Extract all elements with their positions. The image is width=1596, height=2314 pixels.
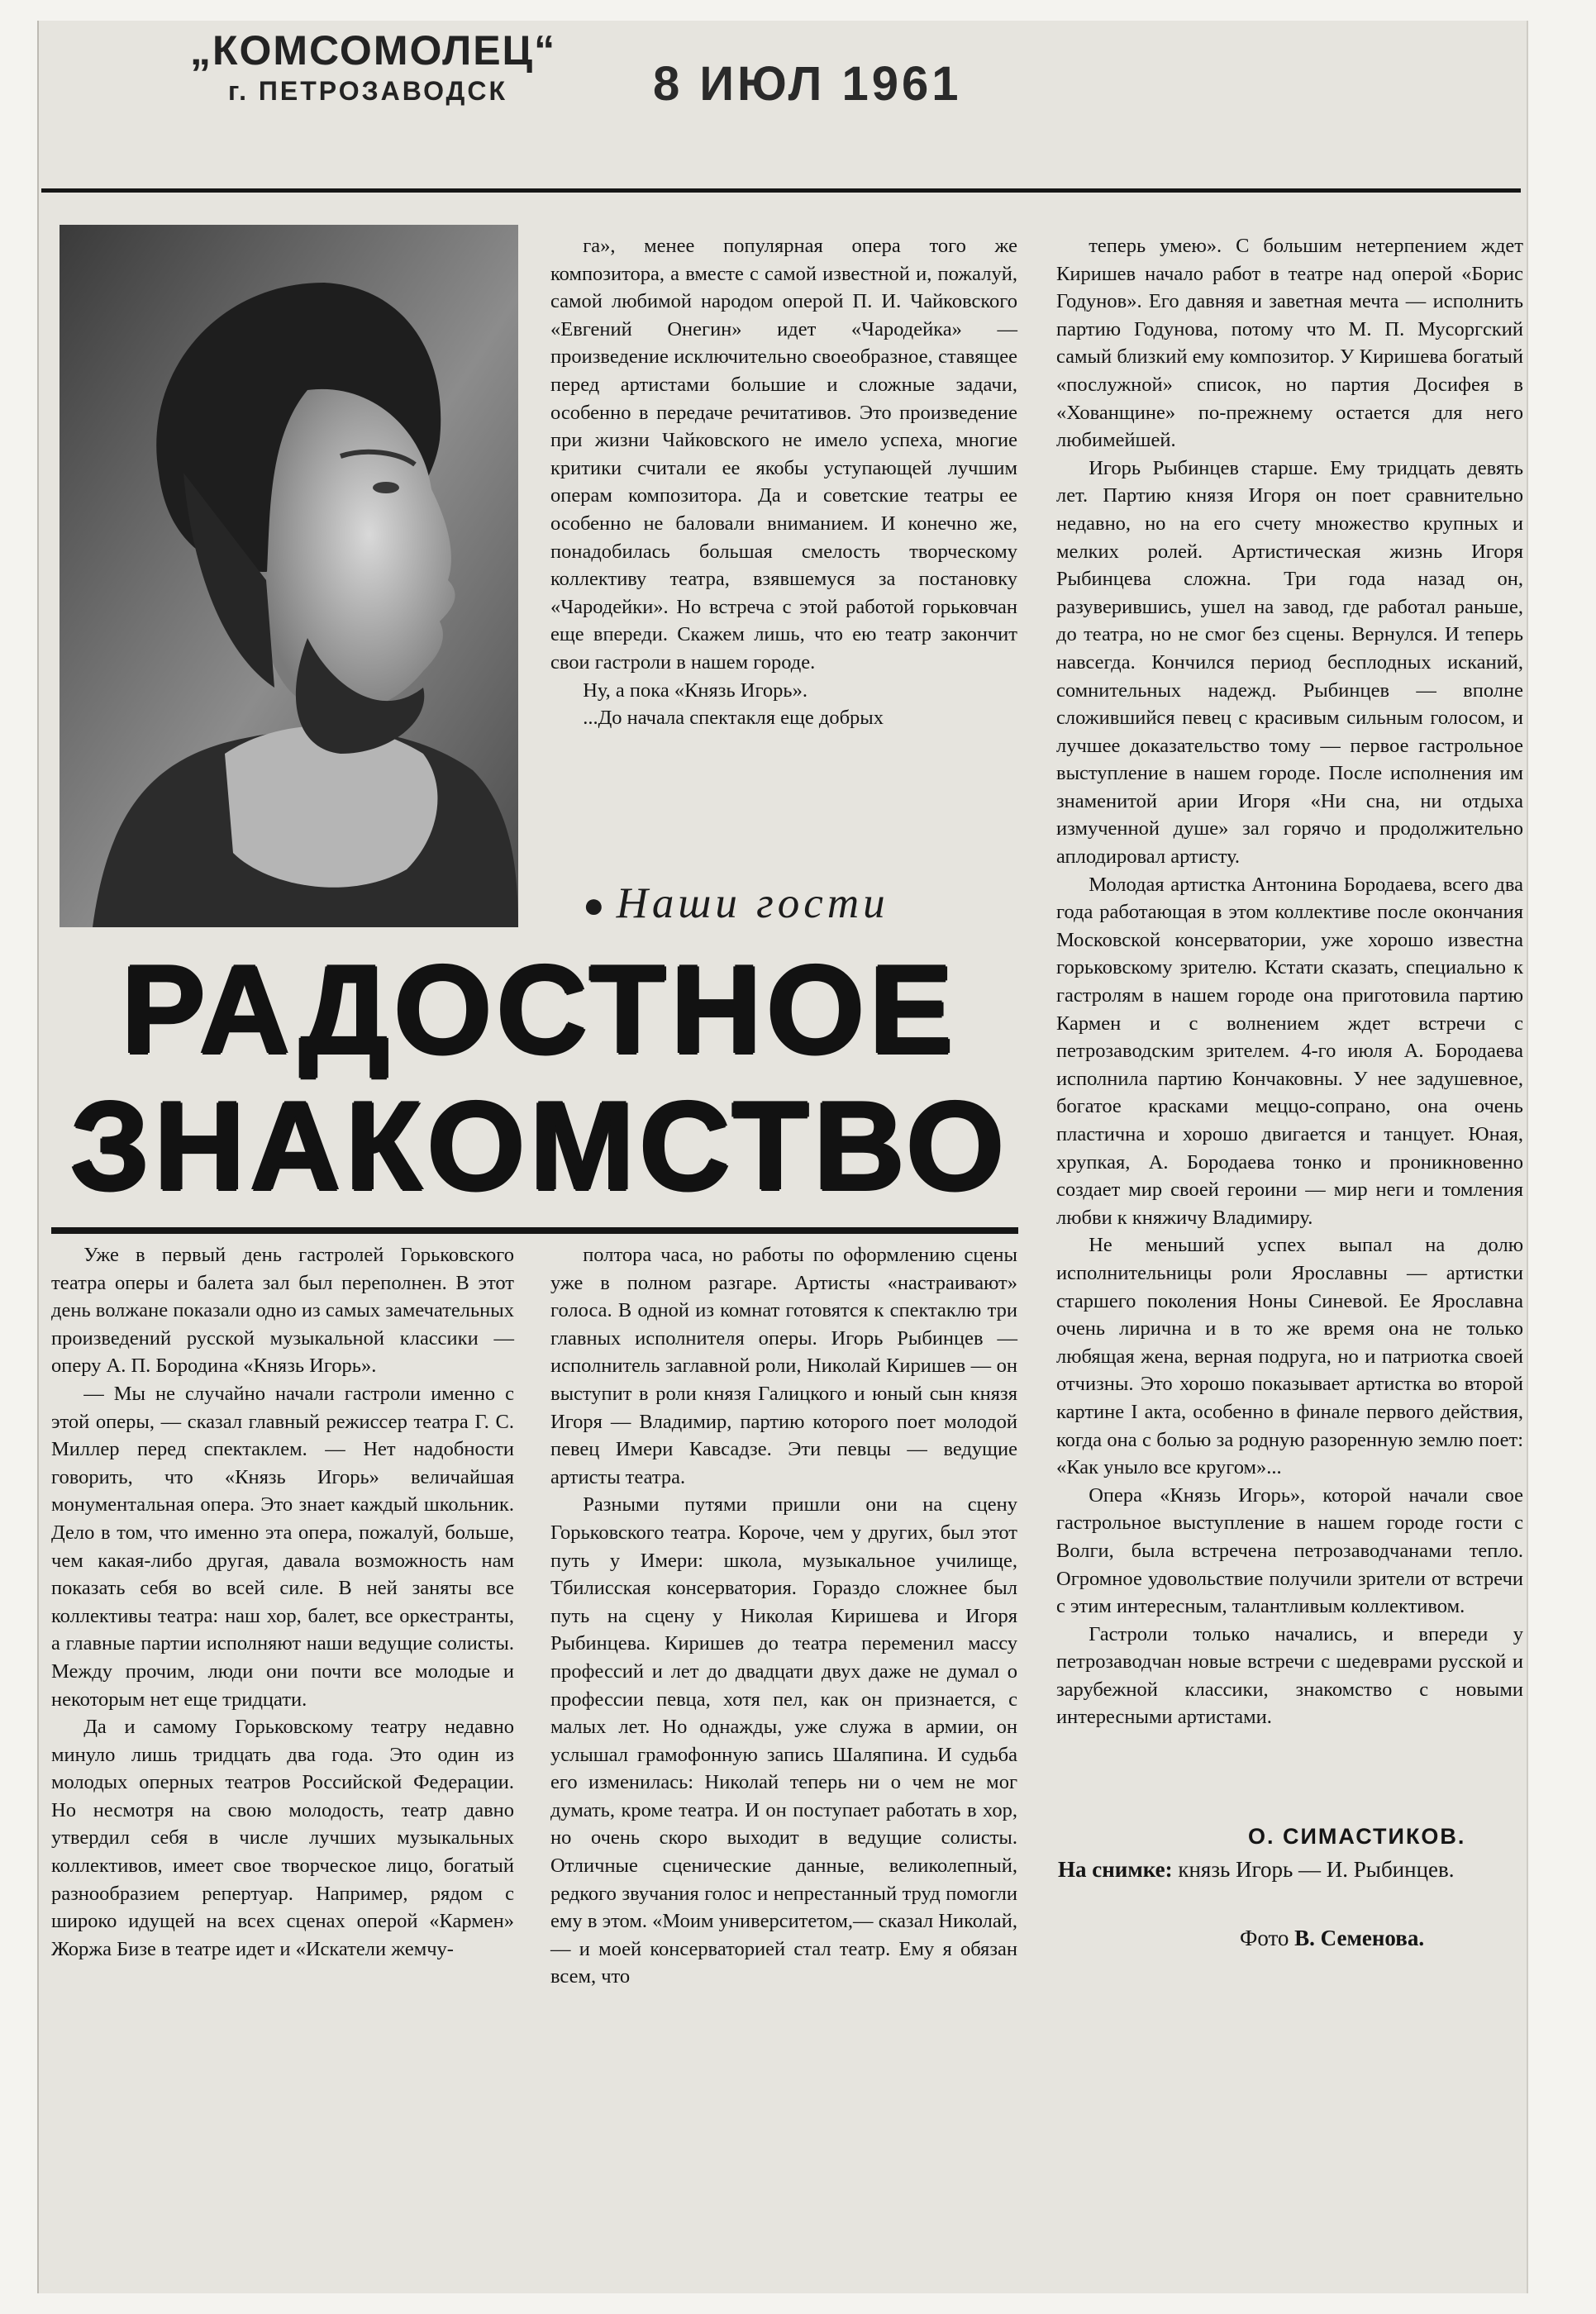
paragraph: полтора часа, но работы по оформлению сцены уже в полном разгаре. Артисты «настраивают» голоса. В одной из комнат готовятся к спектаклю три главных исполнителя оперы. Игорь Рыбинцев — исполнитель заглавной роли, Николай Киришев — он выступит в роли князя Галицкого и юный сын князя Игоря — Владимир, партию которого поет молодой певец Имери Кавсадзе. Эти певцы — ведущие артисты театра. [550,1244,1017,1488]
rubric-label: Наши гости [616,879,889,927]
bullet-icon: ● [583,885,605,926]
headline-rule [51,1227,1018,1234]
paragraph: Ну, а пока «Князь Игорь». [583,678,808,702]
paragraph: теперь умею». С большим нетерпением ждет Киришев начало работ в театре над оперой «Борис Годунов». Его давняя и заветная мечта — исполнить партию Годунова, потому что М. П. Мусоргский самый близкий ему композитор. У Киришева богатый «послужной» список, но партия Досифея в «Хованщине» по-прежнему остается для него любимейшей. [1056,235,1523,452]
headline-line-2: ЗНАКОМСТВО [70,1076,1009,1217]
paragraph: Не меньший успех выпал на долю исполнительницы роли Ярославны — артистки старшего поколения Ноны Синевой. Ее Ярославна очень лирична и в то же время она не только любящая жена, верная подруга, но и патриотка своей отчизны. Это хорошо показывает артистка во второй картине I акта, особенно в финале первого действия, когда она с болью за родную разоренную землю поет: «Как уныло все кругом»... [1056,1234,1523,1479]
article-column-3 [1056,232,1523,1731]
paragraph: Да и самому Горьковскому театру недавно минуло лишь тридцать два года. Это один из молодых оперных театров Российской Федерации. Но несмотря на свою молодость, театр давно утвердил себя в числе лучших музыкальных коллективов, имеет свое творческое лицо, богатый разнообразием репертуар. Например, рядом с широко идущей на всех сценах оперой «Кармен» Жоржа Бизе в театре идет и «Искатели жемчу- [51,1716,514,1960]
paragraph: ...До начала спектакля еще добрых [583,707,884,730]
article-column-2-top [550,232,1017,732]
article-column-2-bottom [550,1241,1017,1991]
portrait-photo [60,225,518,927]
author-signature: О. СИМАСТИКОВ. [1248,1824,1466,1849]
photo-credit-label: Фото [1240,1926,1289,1950]
paragraph: Разными путями пришли они на сцену Горьковского театра. Короче, чем у других, был этот путь у Имери: школа, музыкальное училище, Тбилисская консерватория. Гораздо сложнее был путь на сцену у Николая Киришева и Игоря Рыбинцева. Киришев до театра переменил массу профессий и лет до двадцати двух даже не думал о профессии певца, хотя пел, как он признается, с малых лет. Но однажды, уже служа в армии, он услышал грамофонную запись Шаляпина. И судьба его изменилась: Николай теперь ни о чем не мог думать, кроме театра. И он поступает работать в хор, но очень скоро выходит в ведущие солисты. Отличные сценические данные, великолепный, редкого звучания голос и непрестанный труд помогли ему в этом. «Моим университетом,— сказал Николай, — и моей консерваторией стал театр. Ему я обязан всем, что [550,1493,1017,1988]
date-stamp: 8 ИЮЛ 1961 [653,57,962,111]
paragraph: Гастроли только начались, и впереди у петрозаводчан новые встречи с шедеврами русской и зарубежной классики, знакомство с новыми интересными артистами. [1056,1622,1523,1729]
paragraph: Молодая артистка Антонина Бородаева, всего два года работающая в этом коллективе после окончания Московской консерватории, уже хорошо известна горьковскому зрителю. Кстати сказать, специально к гастролям в нашем городе она приготовила партию Кармен и с волнением ждет встречи с петрозаводским зрителем. 4-го июля А. Бородаева исполнила партию Кончаковны. У нее задушевное, богатое красками меццо-сопрано, она очень пластична и хорошо двигается и танцует. Юная, хрупкая, А. Бородаева тонко и проникновенно создает мир своей героини — мир неги и томления любви к княжичу Владимиру. [1056,873,1523,1229]
rubric [583,878,889,928]
article-column-1 [51,1241,514,1963]
caption-label: На снимке: [1058,1857,1173,1882]
newspaper-name: „КОМСОМОЛЕЦ“ [190,27,557,74]
photo-credit [1240,1926,1424,1951]
paragraph: Опера «Князь Игорь», которой начали свое гастрольное выступление в нашем городе гости с Волги, была встречена петрозаводчанами тепло. Огромное удовольствие получили зрители от встречи с этим интересным, талантливым коллективом. [1056,1483,1523,1618]
paragraph: Игорь Рыбинцев старше. Ему тридцать девять лет. Партию князя Игоря он поет сравнительно недавно, но на его счету множество крупных и мелких ролей. Артистическая жизнь Игоря Рыбинцева сложна. Три года назад он, разуверившись, ушел на завод, где работал раньше, до театра, но не смог без сцены. Вернулся. И теперь навсегда. Кончился период бесплодных исканий, сомнительных надежд. Рыбинцев — вполне сложившийся певец с красивым сильным голосом, и лучшее доказательство тому — первое гастрольное выступление в нашем городе. После исполнения им знаменитой арии Игоря «Ни сна, ни отдыха измученной душе» зал горячо и продолжительно аплодировал артисту. [1056,456,1523,869]
paragraph: га», менее популярная опера того же композитора, а вместе с самой известной и, пожалуй, самой любимой народом оперой П. И. Чайковского «Евгений Онегин» идет «Чародейка» — произведение исключительно своеобразное, ставящее перед артистами большие и сложные задачи, особенно в передаче речитативов. Это произведение при жизни Чайковского не имело успеха, многие критики считали ее якобы уступающей лучшим операм композитора. Да и советские театры ее особенно не баловали вниманием. И конечно же, понадобилась большая смелость творческому коллективу театра, взявшемуся за постановку «Чародейки». Но встреча с этой работой горьковчан еще впереди. Скажем лишь, что ею театр закончит свои гастроли в нашем городе. [550,235,1017,674]
newspaper-city: г. ПЕТРОЗАВОДСК [228,76,507,106]
masthead [190,26,557,107]
portrait-image [60,225,518,927]
paragraph: — Мы не случайно начали гастроли именно с этой оперы, — сказал главный режиссер театра Г. С. Миллер перед спектаклем. — Нет надобности говорить, что «Князь Игорь» величайшая монументальная опера. Это знает каждый школьник. Дело в том, что именно эта опера, пожалуй, больше, чем какая-либо другая, давала возможность нам показать себя во всей силе. В ней заняты все коллективы театра: наш хор, балет, все оркестранты, а главные партии исполняют наши ведущие солисты. Между прочим, люди они почти все молодые и некоторым нет еще тридцати. [51,1382,514,1711]
headline-line-1: РАДОСТНОЕ [121,940,959,1080]
caption-text: князь Игорь — И. Рыбинцев. [1178,1857,1455,1882]
top-rule [41,188,1521,193]
paragraph: Уже в первый день гастролей Горьковского театра оперы и балета зал был переполнен. В этот день волжане показали одно из самых замечательных произведений русской музыкальной классики — оперу А. П. Бородина «Князь Игорь». [51,1244,514,1378]
photo-credit-name: В. Семенова. [1294,1926,1425,1950]
photo-caption [1058,1855,1529,1884]
